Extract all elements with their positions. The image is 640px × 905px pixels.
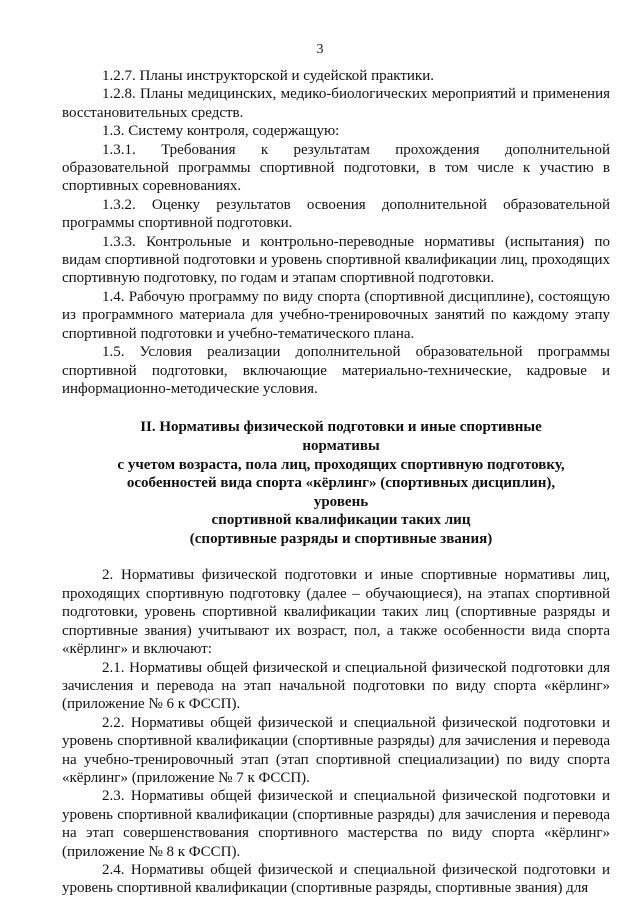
paragraph-1-3: 1.3. Систему контроля, содержащую: xyxy=(102,123,340,140)
section-heading-line: с учетом возраста, пола лиц, проходящих спортивную подготовку, xyxy=(117,456,565,473)
paragraph-1-2-7: 1.2.7. Планы инструкторской и судейской практики. xyxy=(102,68,434,84)
paragraph-2-1: 2.1. Нормативы общей физической и специальной физической подготовки для зачисления и перевода на этап начальной подготовки по виду спорта «кёрлинг» (приложение № 6 к ФССП). xyxy=(62,659,610,713)
section-heading xyxy=(62,418,610,548)
paragraph-2-4: 2.4. Нормативы общей физической и специальной физической подготовки и уровень спортивной квалификации (спортивные разряды, спортивные звания) для xyxy=(62,861,610,897)
document-body xyxy=(62,67,610,898)
section-heading-line: II. Нормативы физической подготовки и иные спортивные нормативы xyxy=(140,419,542,454)
paragraph-1-2-8: 1.2.8. Планы медицинских, медико-биологических мероприятий и применения восстановительных средств. xyxy=(62,86,610,121)
paragraph-1-5: 1.5. Условия реализации дополнительной образовательной программы спортивной подготовки, включающие материально-технические, кадровые и информационно-методические условия. xyxy=(62,344,610,397)
page-number: 3 xyxy=(316,42,324,57)
paragraph-2-3: 2.3. Нормативы общей физической и специальной физической подготовки и уровень спортивной квалификации (спортивные разряды) для зачисления и перевода на этап совершенствования спортивного мастерства по виду спорта «кёрлинг» (приложение № 8 к ФССП). xyxy=(62,788,610,860)
paragraph-1-3-3: 1.3.3. Контрольные и контрольно-переводные нормативы (испытания) по видам спортивной подготовки и уровень спортивной квалификации лиц, проходящих спортивную подготовку, по годам и этапам спортивной подготовки. xyxy=(62,233,610,287)
paragraph-1-3-2: 1.3.2. Оценку результатов освоения дополнительной образовательной программы спортивной подготовки. xyxy=(62,196,610,232)
paragraph-1-4: 1.4. Рабочую программу по виду спорта (спортивной дисциплине), состоящую из программного материала для учебно-тренировочных занятий по каждому этапу спортивной подготовки и учебно-тематического плана. xyxy=(62,288,610,342)
section-heading-line: (спортивные разряды и спортивные звания) xyxy=(189,530,493,547)
paragraph-2: 2. Нормативы физической подготовки и иные спортивные нормативы лиц, проходящих спортивную подготовку (далее – обучающиеся), на этапах спортивной подготовки, уровень спортивной квалификации таких лиц (спортивные разряды и спортивные звания) учитывают их возраст, пол, а также особенности вида спорта «кёрлинг» и включают: xyxy=(62,567,610,658)
paragraph-1-3-1: 1.3.1. Требования к результатам прохождения дополнительной образовательной программы спортивной подготовки, в том числе к участию в спортивных соревнованиях. xyxy=(62,141,610,195)
paragraph-2-2: 2.2. Нормативы общей физической и специальной физической подготовки и уровень спортивной квалификации (спортивные разряды) для зачисления и перевода на учебно-тренировочный этап (этап спортивной специализации) по виду спорта «кёрлинг» (приложение № 7 к ФССП). xyxy=(62,714,610,786)
section-heading-line: спортивной квалификации таких лиц xyxy=(211,512,471,529)
section-heading-line: особенностей вида спорта «кёрлинг» (спортивных дисциплин), уровень xyxy=(126,475,556,510)
